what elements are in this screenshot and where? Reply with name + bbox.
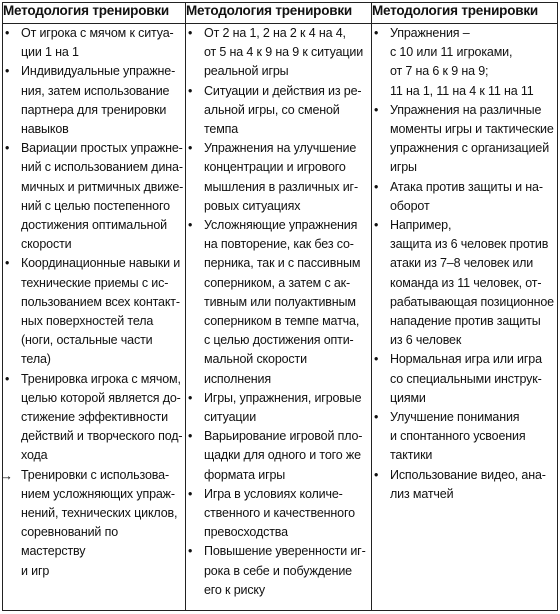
list-item-text: Упражнения на различные моменты игры и тактические упражнения с организацией игры — [390, 102, 554, 175]
column-header-3: Методология тренировки — [372, 3, 558, 24]
list-item-text: Атака против защиты и на- оборот — [390, 179, 543, 213]
column-header-2: Методология тренировки — [186, 3, 372, 24]
list-item-text: Тренировка игрока с мячом, целью которой является до- стижение эффективности действий и творческого под- хода — [21, 371, 183, 463]
list-item — [186, 216, 371, 389]
column-cell-1 — [0, 24, 186, 611]
list-item-text: Варьирование игровой пло- щадки для одного и того же формата игры — [204, 429, 363, 482]
list-item-text: Тренировки с использова- нием усложняющих упраж- нений, технических циклов, соревнований по мастерству и игр — [21, 467, 178, 578]
list-item — [3, 254, 185, 369]
list-item — [372, 24, 557, 101]
list-item — [372, 408, 557, 466]
list-item — [3, 370, 185, 466]
list-item — [186, 485, 371, 543]
list-item — [186, 82, 371, 140]
bullet-icon: • — [374, 218, 379, 233]
methodology-table — [2, 2, 558, 611]
column-list-3 — [372, 24, 557, 504]
list-item — [372, 178, 557, 216]
list-item — [186, 427, 371, 485]
list-item — [3, 62, 185, 139]
bullet-icon: • — [188, 390, 193, 405]
bullet-icon: • — [5, 141, 10, 156]
list-item-text: Игра в условиях количе- ственного и качественного превосходства — [204, 486, 355, 540]
bullet-icon: • — [5, 256, 10, 271]
bullet-icon: • — [374, 410, 379, 425]
list-item-text: Улучшение понимания и спонтанного усвоения тактики — [390, 410, 526, 463]
bullet-icon: • — [188, 429, 193, 444]
bullet-icon: • — [374, 352, 379, 367]
column-list-2 — [186, 24, 371, 600]
column-cell-2 — [186, 24, 372, 611]
bullet-icon: • — [374, 467, 379, 482]
list-item-text: Ситуации и действия из ре- альной игры, со сменой темпа — [204, 83, 362, 137]
bullet-icon: • — [188, 486, 193, 501]
bullet-icon: • — [188, 141, 193, 156]
list-item-text: Индивидуальные упражне- ния, затем использование партнера для тренировки навыков — [21, 64, 176, 137]
list-item-text: Упражнения – с 10 или 11 игроками, от 7 на 6 к 9 на 9; 11 на 1, 11 на 4 к 11 на 11 — [390, 26, 534, 98]
column-list-1 — [0, 24, 185, 581]
list-item — [186, 24, 371, 82]
list-item — [186, 542, 371, 600]
bullet-icon: • — [188, 218, 193, 233]
list-item-text: Использование видео, ана- лиз матчей — [390, 467, 546, 501]
list-item — [372, 466, 557, 504]
bullet-icon: • — [5, 64, 10, 79]
list-item-text: Например, защита из 6 человек против атаки из 7–8 человек или команда из 11 человек, от- рабатывающая позиционное нападение против защиты из 6 человек — [390, 218, 554, 348]
list-item — [372, 216, 557, 350]
list-item — [186, 389, 371, 427]
list-item — [372, 350, 557, 408]
bullet-icon: • — [5, 26, 10, 40]
list-item-text: Упражнения на улучшение концентрации и игрового мышления в различных иг- ровых ситуациях — [204, 141, 358, 213]
bullet-icon: • — [188, 83, 193, 98]
list-item-text: От игрока с мячом к ситуа- ции 1 на 1 — [21, 26, 174, 60]
list-item — [0, 466, 185, 581]
column-header-1: Методология тренировки — [3, 3, 186, 24]
bullet-icon: • — [5, 371, 10, 386]
list-item-text: Игры, упражнения, игровые ситуации — [204, 390, 362, 425]
list-item-text: Усложняющие упражнения на повторение, как без со- перника, так и с пассивным соперником, а затем с ак- тивным или полуактивным соперником в темпе матча, с целью достижения опти- мальной скорости исполнения — [204, 218, 361, 386]
arrow-icon: → — [0, 467, 13, 483]
content-row — [3, 24, 558, 611]
bullet-icon: • — [188, 26, 193, 40]
bullet-icon: • — [374, 102, 379, 117]
list-item-text: Вариации простых упражне- ний с использованием дина- мичных и ритмичных движе- ний с целью постепенного достижения оптимальной скорости — [21, 141, 184, 252]
list-item-text: От 2 на 1, 2 на 2 к 4 на 4, от 5 на 4 к 9 на 9 к ситуации реальной игры — [204, 26, 364, 79]
header-row — [3, 3, 558, 24]
bullet-icon: • — [188, 544, 193, 559]
list-item — [3, 139, 185, 254]
list-item — [3, 24, 185, 62]
bullet-icon: • — [374, 26, 379, 40]
list-item-text: Повышение уверенности иг- рока в себе и побуждение его к риску — [204, 544, 366, 597]
list-item-text: Координационные навыки и технические приемы с ис- пользованием всех контакт- ных поверхностей тела (ноги, остальные части тела) — [21, 256, 181, 367]
list-item — [372, 101, 557, 178]
list-item — [186, 139, 371, 216]
column-cell-3 — [372, 24, 558, 611]
bullet-icon: • — [374, 179, 379, 194]
list-item-text: Нормальная игра или игра со специальными инструк- циями — [390, 352, 542, 405]
